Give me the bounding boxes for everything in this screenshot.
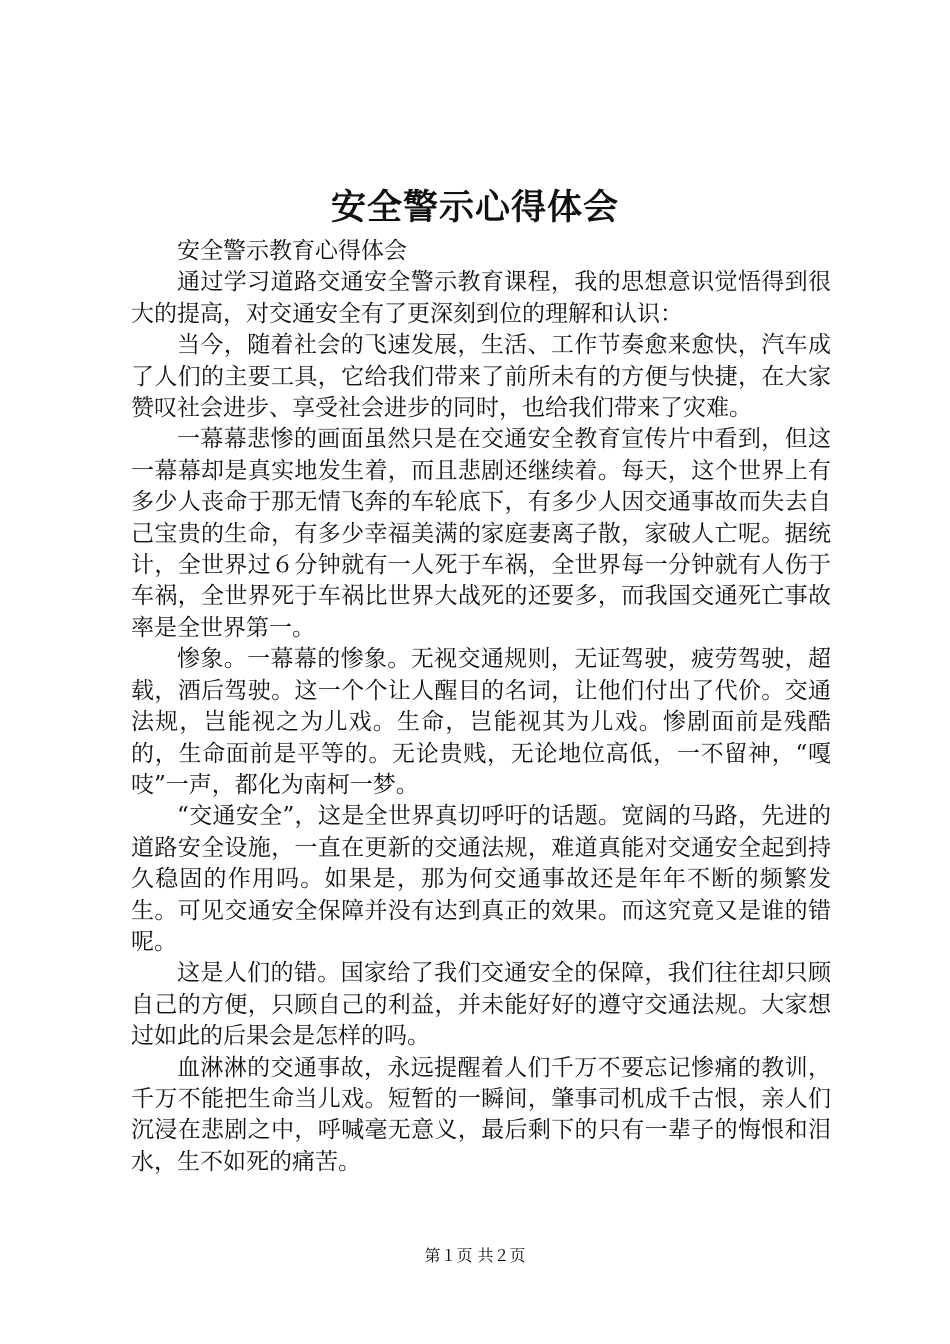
document-title: 安全警示心得体会 [330,187,619,228]
paragraph: 当今，随着社会的飞速发展，生活、工作节奏愈来愈快，汽车成了人们的主要工具，它给我们带来了前所未有的方便与快捷，在大家赞叹社会进步、享受社会进步的同时，也给我们带来了灾难。 [131,332,831,422]
paragraph: 这是人们的错。国家给了我们交通安全的保障，我们往往却只顾自己的方便，只顾自己的利益，并未能好好的遵守交通法规。大家想过如此的后果会是怎样的吗。 [131,960,831,1050]
paragraph: 一幕幕悲惨的画面虽然只是在交通安全教育宣传片中看到，但这一幕幕却是真实地发生着，而且悲剧还继续着。每天，这个世界上有多少人丧命于那无情飞奔的车轮底下，有多少人因交通事故而失去自己宝贵的生命，有多少幸福美满的家庭妻离子散，家破人亡呢。据统计，全世界过６分钟就有一人死于车祸，全世界每一分钟就有人伤于车祸，全世界死于车祸比世界大战死的还要多，而我国交通死亡事故率是全世界第一。 [131,426,831,641]
paragraph: 血淋淋的交通事故，永远提醒着人们千万不要忘记惨痛的教训，千万不能把生命当儿戏。短暂的一瞬间，肇事司机成千古恨，亲人们沉浸在悲剧之中，呼喊毫无意义，最后剩下的只有一辈子的悔恨和泪水，生不如死的痛苦。 [131,1054,831,1175]
page-number: 第１页 共２页 [424,1246,526,1265]
paragraph: “交通安全”，这是全世界真切呼吁的话题。宽阔的马路，先进的道路安全设施，一直在更新的交通法规，难道真能对交通安全起到持久稳固的作用吗。如果是，那为何交通事故还是年年不断的频繁发生。可见交通安全保障并没有达到真正的效果。而这究竟又是谁的错呢。 [131,803,831,955]
document-subtitle: 安全警示教育心得体会 [177,238,407,264]
paragraph: 通过学习道路交通安全警示教育课程，我的思想意识觉悟得到很大的提高，对交通安全有了更深刻到位的理解和认识： [131,269,831,327]
document-body [131,236,831,1178]
paragraph: 惨象。一幕幕的惨象。无视交通规则，无证驾驶，疲劳驾驶，超载，酒后驾驶。这一个个让人醒目的名词，让他们付出了代价。交通法规，岂能视之为儿戏。生命，岂能视其为儿戏。惨剧面前是残酷的，生命面前是平等的。无论贵贱，无论地位高低，一不留神，“嘎吱”一声，都化为南柯一梦。 [131,646,831,798]
